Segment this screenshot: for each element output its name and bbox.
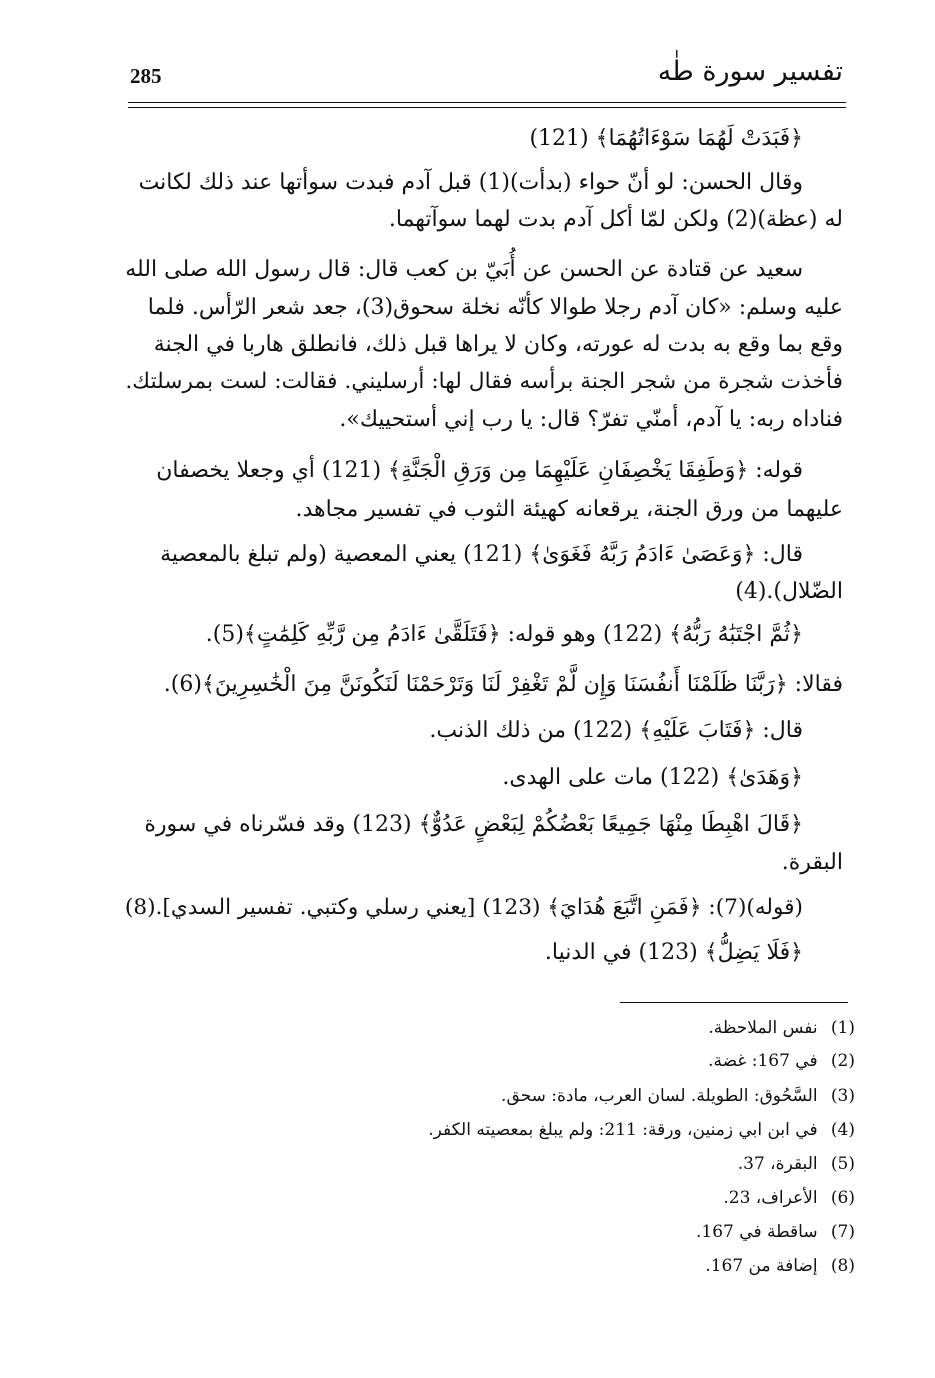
body-line-11: قال: ﴿وَعَصَىٰ ءَادَمُ رَبَّهُ فَغَوَىٰ﴾ (121) يعني المعصية (ولم تبلغ بالمعصية	[160, 542, 803, 567]
body-line-13: ﴿ثُمَّ اجْتَبَٰهُ رَبُّهُ﴾ (122) وهو قوله: ﴿فَتَلَقَّىٰ ءَادَمُ مِن رَّبِّهِ كَلِمَٰتٍ﴾(5).	[205, 622, 803, 647]
footnote-2	[708, 1049, 855, 1073]
footnote-number: (5)	[830, 1154, 855, 1174]
body-line-10: عليهما من ورق الجنة، يرقعانه كهيئة الثوب في تفسير مجاهد.	[295, 497, 843, 522]
body-line-4: سعيد عن قتادة عن الحسن عن أُبَيّ بن كعب قال: قال رسول الله صلى الله	[125, 257, 803, 282]
body-line-6: وقع بما وقع به بدت له عورته، وكان لا يراها قبل ذلك، فانطلق هاربا في الجنة	[153, 332, 843, 357]
body-line-2: وقال الحسن: لو أنّ حواء (بدأت)(1) قبل آدم فبدت سوأتها عند ذلك لكانت	[138, 170, 803, 195]
body-line-8: فناداه ربه: يا آدم، أمنّي تفرّ؟ قال: يا رب إني أستحييك».	[339, 407, 843, 432]
footnote-3	[501, 1084, 855, 1108]
body-line-15: قال: ﴿فَتَابَ عَلَيْهِ﴾ (122) من ذلك الذنب.	[429, 718, 803, 743]
footnote-text: في ابن ابي زمنين، ورقة: 211: ولم يبلغ بمعصيته الكفر.	[428, 1120, 818, 1140]
footnote-text: في 167: غضة.	[708, 1051, 818, 1071]
footnote-text: إضافة من 167.	[705, 1256, 818, 1276]
footnote-7	[696, 1220, 855, 1244]
body-line-16: ﴿وَهَدَىٰ﴾ (122) مات على الهدى.	[502, 765, 803, 790]
footnote-text: الأعراف، 23.	[723, 1188, 818, 1208]
body-line-14: فقالا: ﴿رَبَّنَا ظَلَمْنَا أَنفُسَنَا وَإِن لَّمْ تَغْفِرْ لَنَا وَتَرْحَمْنَا لَنَكُونَنَّ مِنَ الْخَٰسِرِينَ﴾(6).	[163, 672, 843, 697]
body-line-12: الضّلال).(4)	[735, 579, 843, 604]
header-rule-thin	[128, 107, 846, 108]
body-line-19: (قوله)(7): ﴿فَمَنِ اتَّبَعَ هُدَايَ﴾ (123) [يعني رسلي وكتبي. تفسير السدي].(8)	[124, 895, 803, 920]
body-line-18: البقرة.	[781, 850, 843, 875]
footnote-1	[708, 1016, 855, 1040]
footnote-number: (4)	[830, 1120, 855, 1140]
body-line-1: ﴿فَبَدَتْ لَهُمَا سَوْءَاتُهُمَا﴾ (121)	[529, 126, 803, 151]
body-line-9: قوله: ﴿وَطَفِقَا يَخْصِفَانِ عَلَيْهِمَا مِن وَرَقِ الْجَنَّةِ﴾ (121) أي وجعلا يخصفان	[156, 458, 803, 483]
footnote-8	[705, 1254, 855, 1278]
footnote-separator	[620, 1002, 848, 1003]
body-line-17: ﴿قَالَ اهْبِطَا مِنْهَا جَمِيعًا بَعْضُكُمْ لِبَعْضٍ عَدُوٌّ﴾ (123) وقد فسّرناه في سورة	[144, 812, 803, 837]
footnote-number: (7)	[830, 1222, 855, 1242]
body-line-7: فأخذت شجرة من شجر الجنة برأسه فقال لها: أرسليني. فقالت: لست بمرسلتك.	[125, 369, 843, 394]
footnote-text: البقرة، 37.	[737, 1154, 818, 1174]
footnote-4	[428, 1118, 855, 1142]
footnote-number: (3)	[830, 1086, 855, 1106]
page-number: 285	[130, 64, 162, 88]
header-rule	[128, 102, 846, 103]
body-line-5: عليه وسلم: «كان آدم رجلا طوالا كأنّه نخلة سحوق(3)، جعد شعر الرّأس. فلما	[147, 295, 843, 320]
footnote-text: ساقطة في 167.	[696, 1222, 818, 1242]
footnote-number: (2)	[830, 1051, 855, 1071]
body-line-3: له (عظة)(2) ولكن لمّا أكل آدم بدت لهما سوآتهما.	[388, 207, 843, 232]
footnote-number: (1)	[830, 1018, 855, 1038]
footnote-number: (6)	[830, 1188, 855, 1208]
footnote-6	[723, 1186, 855, 1210]
footnote-text: السَّحُوق: الطويلة. لسان العرب، مادة: سحق.	[501, 1086, 818, 1106]
footnote-number: (8)	[830, 1256, 855, 1276]
footnote-text: نفس الملاحظة.	[708, 1018, 818, 1038]
footnote-5	[738, 1152, 855, 1176]
running-header-title: تفسير سورة طٰه	[657, 56, 843, 87]
body-line-20: ﴿فَلَا يَضِلُّ﴾ (123) في الدنيا.	[544, 940, 803, 965]
